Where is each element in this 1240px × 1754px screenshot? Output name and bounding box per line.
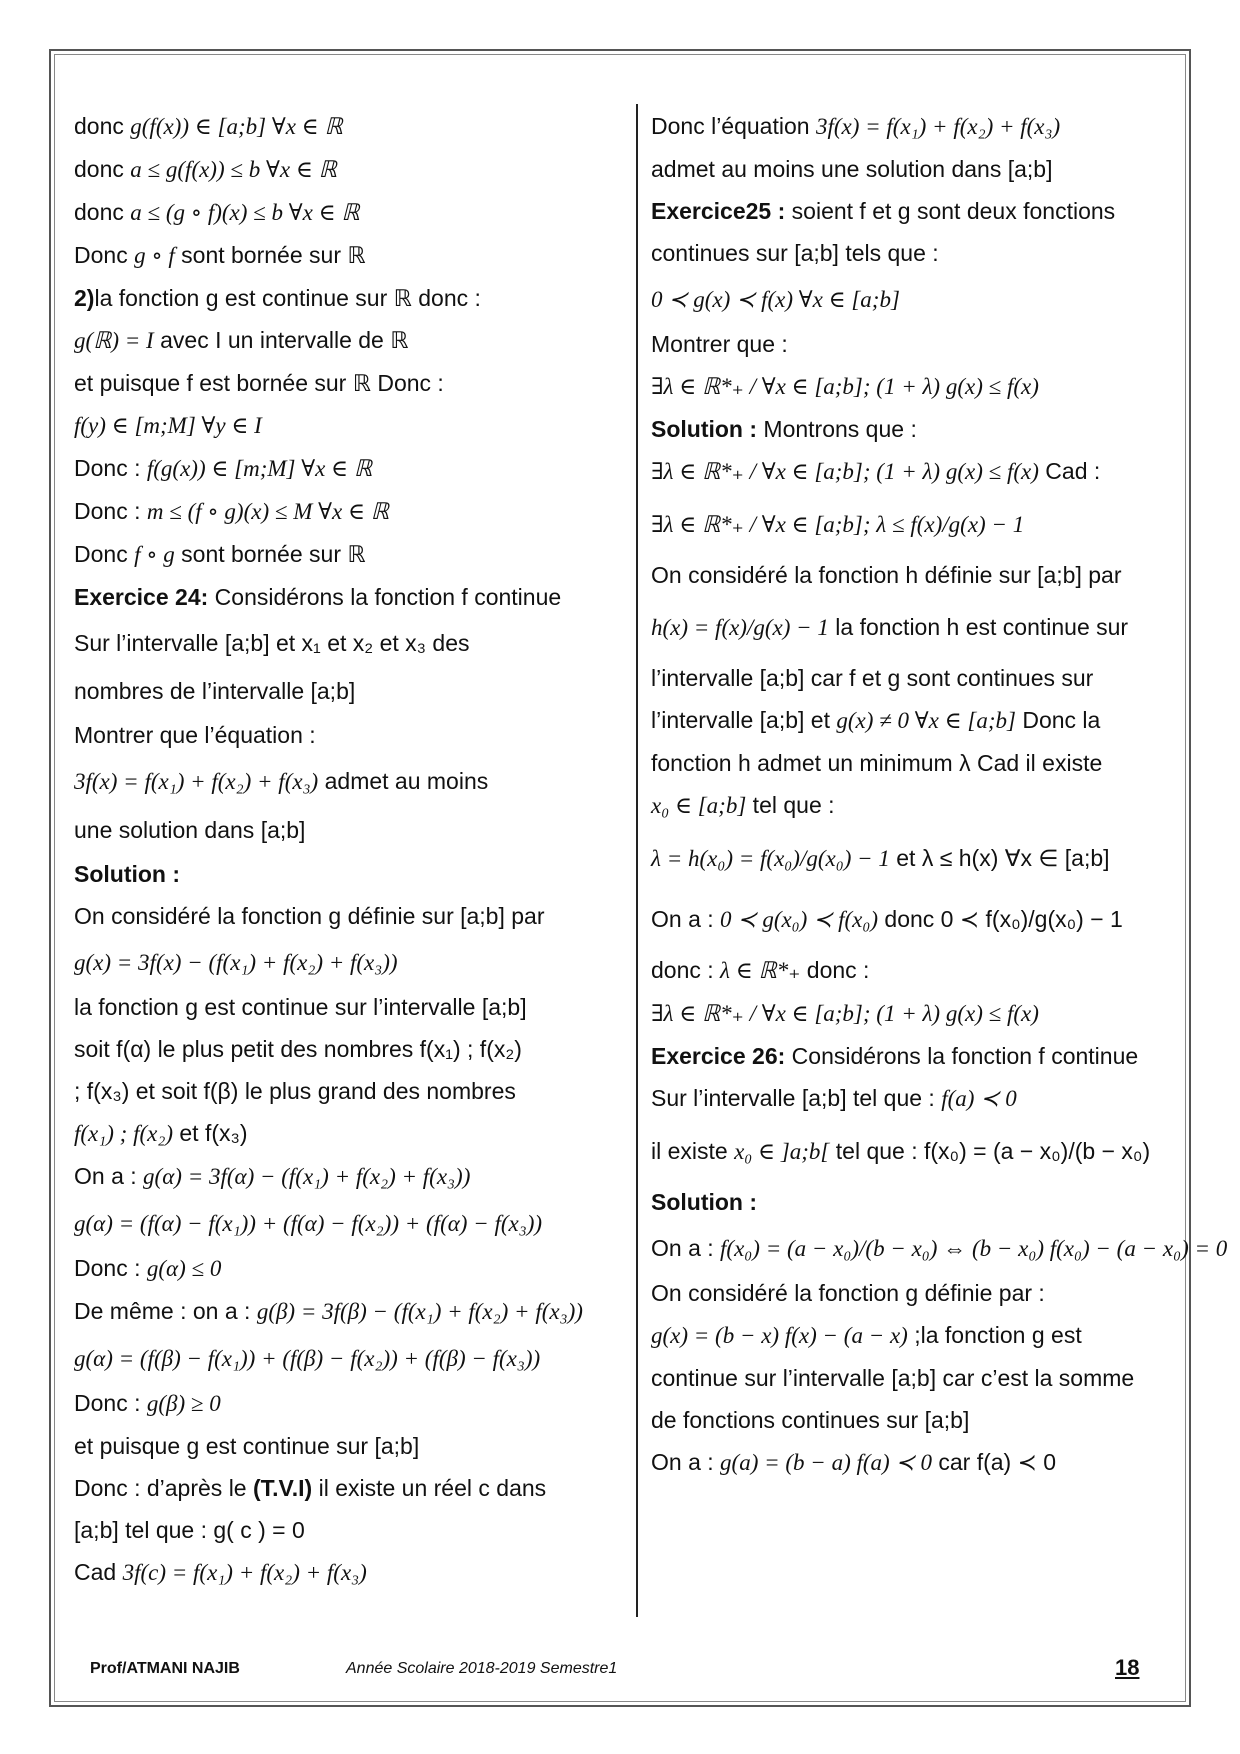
text-line: [651, 1271, 1181, 1313]
line-text: donc :: [651, 957, 721, 983]
line-text: Sur l’intervalle [a;b] et x₁ et x₂ et x₃ des: [74, 630, 470, 656]
math-expression: g(x) = (b − x) f(x) − (a − x): [651, 1323, 908, 1348]
math-expression: f(x₁) ; f(x₂): [74, 1121, 173, 1146]
text-line: [651, 1119, 1181, 1180]
text-line: [651, 826, 1181, 887]
math-expression: a ≤ (g ∘ f)(x) ≤ b ∀x ∈ ℝ: [130, 200, 360, 225]
line-text: soient f et g sont deux fonctions: [785, 198, 1116, 224]
math-expression: g(α) ≤ 0: [146, 1256, 222, 1281]
math-expression: m ≤ (f ∘ g)(x) ≤ M ∀x ∈ ℝ: [146, 499, 389, 524]
line-text: Donc: [74, 242, 135, 268]
text-line: [74, 532, 624, 575]
text-line: [651, 991, 1181, 1034]
text-line: [74, 489, 624, 532]
math-expression: g ∘ f: [134, 243, 175, 268]
bold-text: Solution :: [74, 861, 181, 887]
text-line: [74, 403, 624, 446]
text-line: [651, 1398, 1181, 1440]
line-text: Montrons que :: [757, 416, 917, 442]
math-expression: f ∘ g: [134, 542, 175, 567]
math-expression: f(g(x)) ∈ [m;M] ∀x ∈ ℝ: [146, 456, 373, 481]
math-expression: 3f(x) = f(x₁) + f(x₂) + f(x₃): [815, 114, 1061, 139]
line-text: Montrer que :: [651, 331, 788, 357]
text-line: [74, 1289, 624, 1332]
text-line: [74, 446, 624, 489]
text-line: [651, 322, 1181, 364]
line-text: Donc :: [74, 455, 147, 481]
math-expression: f(a) ≺ 0: [941, 1086, 1017, 1111]
footer-year: Année Scolaire 2018-2019 Semestre1: [346, 1660, 618, 1677]
text-line: [651, 948, 1181, 991]
text-line: [651, 553, 1181, 595]
line-text: donc 0 ≺ f(x₀)/g(x₀) − 1: [878, 906, 1123, 932]
line-text: Donc :: [74, 1390, 147, 1416]
footer-author: Prof/ATMANI NAJIB: [90, 1660, 240, 1677]
line-text: car f(a) ≺ 0: [931, 1449, 1057, 1475]
text-line: [74, 1466, 624, 1508]
line-text: On a :: [74, 1163, 144, 1189]
page-number: 18: [1115, 1655, 1140, 1680]
text-line: [651, 887, 1181, 948]
line-text: Cad: [74, 1559, 123, 1585]
line-text: la fonction g est continue sur l’intervalle [a;b]: [74, 994, 527, 1020]
text-line: [651, 231, 1181, 273]
line-text: fonction h admet un minimum λ Cad il existe: [651, 750, 1103, 776]
line-text: la fonction g est continue sur ℝ donc :: [94, 285, 481, 311]
line-text: On a :: [651, 1449, 721, 1475]
text-line: [651, 147, 1181, 189]
line-text: tel que :: [746, 792, 835, 818]
line-text: donc: [74, 199, 131, 225]
text-line: [74, 276, 624, 318]
math-expression: g(x) = 3f(x) − (f(x₁) + f(x₂) + f(x₃)): [74, 950, 398, 975]
math-expression: x₀ ∈ [a;b]: [651, 793, 747, 818]
column-divider: [636, 104, 638, 1617]
text-line: [651, 1034, 1181, 1076]
text-line: [651, 104, 1181, 147]
text-line: [74, 1069, 624, 1111]
line-text: On a :: [651, 906, 721, 932]
text-line: [74, 1111, 624, 1154]
text-line: [651, 189, 1181, 231]
text-line: [74, 575, 624, 617]
math-expression: x₀ ∈ ]a;b[: [734, 1139, 830, 1164]
text-line: [651, 1356, 1181, 1398]
math-expression: g(β) = 3f(β) − (f(x₁) + f(x₂) + f(x₃)): [256, 1299, 583, 1324]
line-text: Considérons la fonction f continue: [785, 1043, 1139, 1069]
text-line: [74, 1381, 624, 1424]
math-expression: 0 ≺ g(x₀) ≺ f(x₀): [720, 907, 879, 932]
bold-text: Exercice 24:: [74, 584, 209, 610]
text-line: [74, 1027, 624, 1069]
line-text: Considérons la fonction f continue: [208, 584, 562, 610]
line-text: donc: [74, 156, 131, 182]
text-line: [74, 1550, 624, 1593]
text-line: [651, 1180, 1181, 1222]
line-text: De même : on a :: [74, 1298, 257, 1324]
line-text: continues sur [a;b] tels que :: [651, 240, 939, 266]
text-line: [651, 698, 1181, 741]
line-text: Donc la: [1015, 707, 1101, 733]
line-text: Donc :: [74, 498, 147, 524]
text-line: [74, 1246, 624, 1289]
text-line: [651, 1222, 1228, 1271]
math-expression: g(α) = 3f(α) − (f(x₁) + f(x₂) + f(x₃)): [143, 1164, 471, 1189]
math-expression: f(y) ∈ [m;M] ∀y ∈ I: [74, 413, 262, 438]
math-expression: 3f(c) = f(x₁) + f(x₂) + f(x₃): [122, 1560, 367, 1585]
line-text: Sur l’intervalle [a;b] tel que :: [651, 1085, 942, 1111]
math-expression: a ≤ g(f(x)) ≤ b ∀x ∈ ℝ: [130, 157, 337, 182]
bold-text: Exercice 26:: [651, 1043, 786, 1069]
math-expression: ∃λ ∈ ℝ*₊ / ∀x ∈ [a;b]; (1 + λ) g(x) ≤ f(x): [651, 459, 1039, 484]
line-text: tel que : f(x₀) = (a − x₀)/(b − x₀): [829, 1138, 1151, 1164]
line-text: l’intervalle [a;b] car f et g sont continues sur: [651, 665, 1094, 691]
line-text: et puisque g est continue sur [a;b]: [74, 1433, 420, 1459]
math-expression: g(α) = (f(β) − f(x₁)) + (f(β) − f(x₂)) + (f(β) − f(x₃)): [74, 1346, 541, 1371]
line-text: admet au moins: [318, 768, 489, 794]
text-line: [74, 713, 624, 755]
line-text: Donc l’équation: [651, 113, 816, 139]
math-expression: 3f(x) = f(x₁) + f(x₂) + f(x₃): [74, 769, 319, 794]
line-text: Montrer que l’équation :: [74, 722, 316, 748]
text-line: [74, 1424, 624, 1466]
math-expression: ∃λ ∈ ℝ*₊ / ∀x ∈ [a;b]; (1 + λ) g(x) ≤ f(x): [651, 1001, 1039, 1026]
line-text: continue sur l’intervalle [a;b] car c’est la somme: [651, 1365, 1135, 1391]
text-line: [74, 804, 624, 852]
text-line: [651, 407, 1181, 449]
math-expression: λ = h(x₀) = f(x₀)/g(x₀) − 1: [651, 846, 890, 871]
line-text: [a;b] tel que : g( c ) = 0: [74, 1517, 305, 1543]
text-line: [74, 755, 624, 804]
math-expression: g(x) ≠ 0 ∀x ∈ [a;b]: [836, 708, 1016, 733]
text-line: [651, 364, 1181, 407]
math-expression: h(x) = f(x)/g(x) − 1: [651, 615, 829, 640]
text-line: [651, 741, 1181, 783]
line-text: nombres de l’intervalle [a;b]: [74, 678, 356, 704]
line-text: soit f(α) le plus petit des nombres f(x₁) ; f(x₂): [74, 1036, 522, 1062]
text-line: [74, 318, 624, 361]
text-line: [74, 894, 624, 936]
line-text: Donc : d’après le: [74, 1475, 253, 1501]
line-text: On considéré la fonction g définie par :: [651, 1280, 1045, 1306]
line-text: et λ ≤ h(x) ∀x ∈ [a;b]: [889, 845, 1110, 871]
line-text: donc :: [800, 957, 870, 983]
line-text: donc: [74, 113, 131, 139]
bold-text: 2): [74, 285, 95, 311]
text-line: [651, 1440, 1181, 1483]
text-line: [651, 273, 1181, 322]
math-expression: f(x₀) = (a − x₀)/(b − x₀) ⇔ (b − x₀) f(x₀) − (a − x₀) = 0: [720, 1236, 1228, 1261]
text-line: [74, 1154, 624, 1197]
line-text: Donc :: [74, 1255, 147, 1281]
math-expression: g(f(x)) ∈ [a;b] ∀x ∈ ℝ: [130, 114, 343, 139]
line-text: On considéré la fonction g définie sur [a;b] par: [74, 903, 545, 929]
line-text: une solution dans [a;b]: [74, 817, 306, 843]
text-line: [74, 665, 624, 713]
text-line: [651, 783, 1181, 826]
bold-text: Exercice25 :: [651, 198, 786, 224]
line-text: Donc: [74, 541, 135, 567]
text-line: [651, 449, 1181, 492]
text-line: [74, 104, 624, 147]
math-expression: 0 ≺ g(x) ≺ f(x) ∀x ∈ [a;b]: [651, 287, 900, 312]
left-column: [74, 104, 624, 1593]
line-text: sont bornée sur ℝ: [174, 242, 366, 268]
line-text: On a :: [651, 1235, 721, 1261]
line-text: sont bornée sur ℝ: [174, 541, 366, 567]
right-column: [651, 104, 1228, 1483]
line-text: admet au moins une solution dans [a;b]: [651, 156, 1053, 182]
math-expression: λ ∈ ℝ*₊: [720, 958, 801, 983]
bold-text: Solution :: [651, 1189, 758, 1215]
text-line: [651, 595, 1181, 656]
text-line: [74, 852, 624, 894]
line-text: avec I un intervalle de ℝ: [153, 327, 409, 353]
line-text: et f(x₃): [173, 1120, 248, 1146]
text-line: [651, 656, 1181, 698]
text-line: [74, 233, 624, 276]
line-text: il existe un réel c dans: [312, 1475, 547, 1501]
line-text: la fonction h est continue sur: [828, 614, 1129, 640]
text-line: [74, 147, 624, 190]
text-line: [74, 985, 624, 1027]
bold-text: (T.V.I): [252, 1475, 313, 1501]
math-expression: ∃λ ∈ ℝ*₊ / ∀x ∈ [a;b]; (1 + λ) g(x) ≤ f(x): [651, 374, 1039, 399]
text-line: [74, 190, 624, 233]
text-line: [651, 492, 1181, 553]
text-line: [74, 1508, 624, 1550]
line-text: l’intervalle [a;b] et: [651, 707, 837, 733]
text-line: [74, 361, 624, 403]
text-line: [74, 617, 624, 665]
line-text: et puisque f est bornée sur ℝ Donc :: [74, 370, 444, 396]
line-text: Cad :: [1038, 458, 1101, 484]
math-expression: ∃λ ∈ ℝ*₊ / ∀x ∈ [a;b]; λ ≤ f(x)/g(x) − 1: [651, 512, 1025, 537]
line-text: On considéré la fonction h définie sur [a;b] par: [651, 562, 1122, 588]
math-expression: g(a) = (b − a) f(a) ≺ 0: [720, 1450, 932, 1475]
line-text: de fonctions continues sur [a;b]: [651, 1407, 970, 1433]
math-expression: g(ℝ) = I: [74, 328, 154, 353]
line-text: ;la fonction g est: [907, 1322, 1082, 1348]
math-expression: g(β) ≥ 0: [146, 1391, 221, 1416]
text-line: [651, 1313, 1181, 1356]
bold-text: Solution :: [651, 416, 758, 442]
text-line: [74, 936, 624, 985]
text-line: [74, 1197, 624, 1246]
text-line: [74, 1332, 624, 1381]
line-text: il existe: [651, 1138, 735, 1164]
text-line: [651, 1076, 1181, 1119]
math-expression: g(α) = (f(α) − f(x₁)) + (f(α) − f(x₂)) + (f(α) − f(x₃)): [74, 1211, 543, 1236]
line-text: ; f(x₃) et soit f(β) le plus grand des nombres: [74, 1078, 516, 1104]
